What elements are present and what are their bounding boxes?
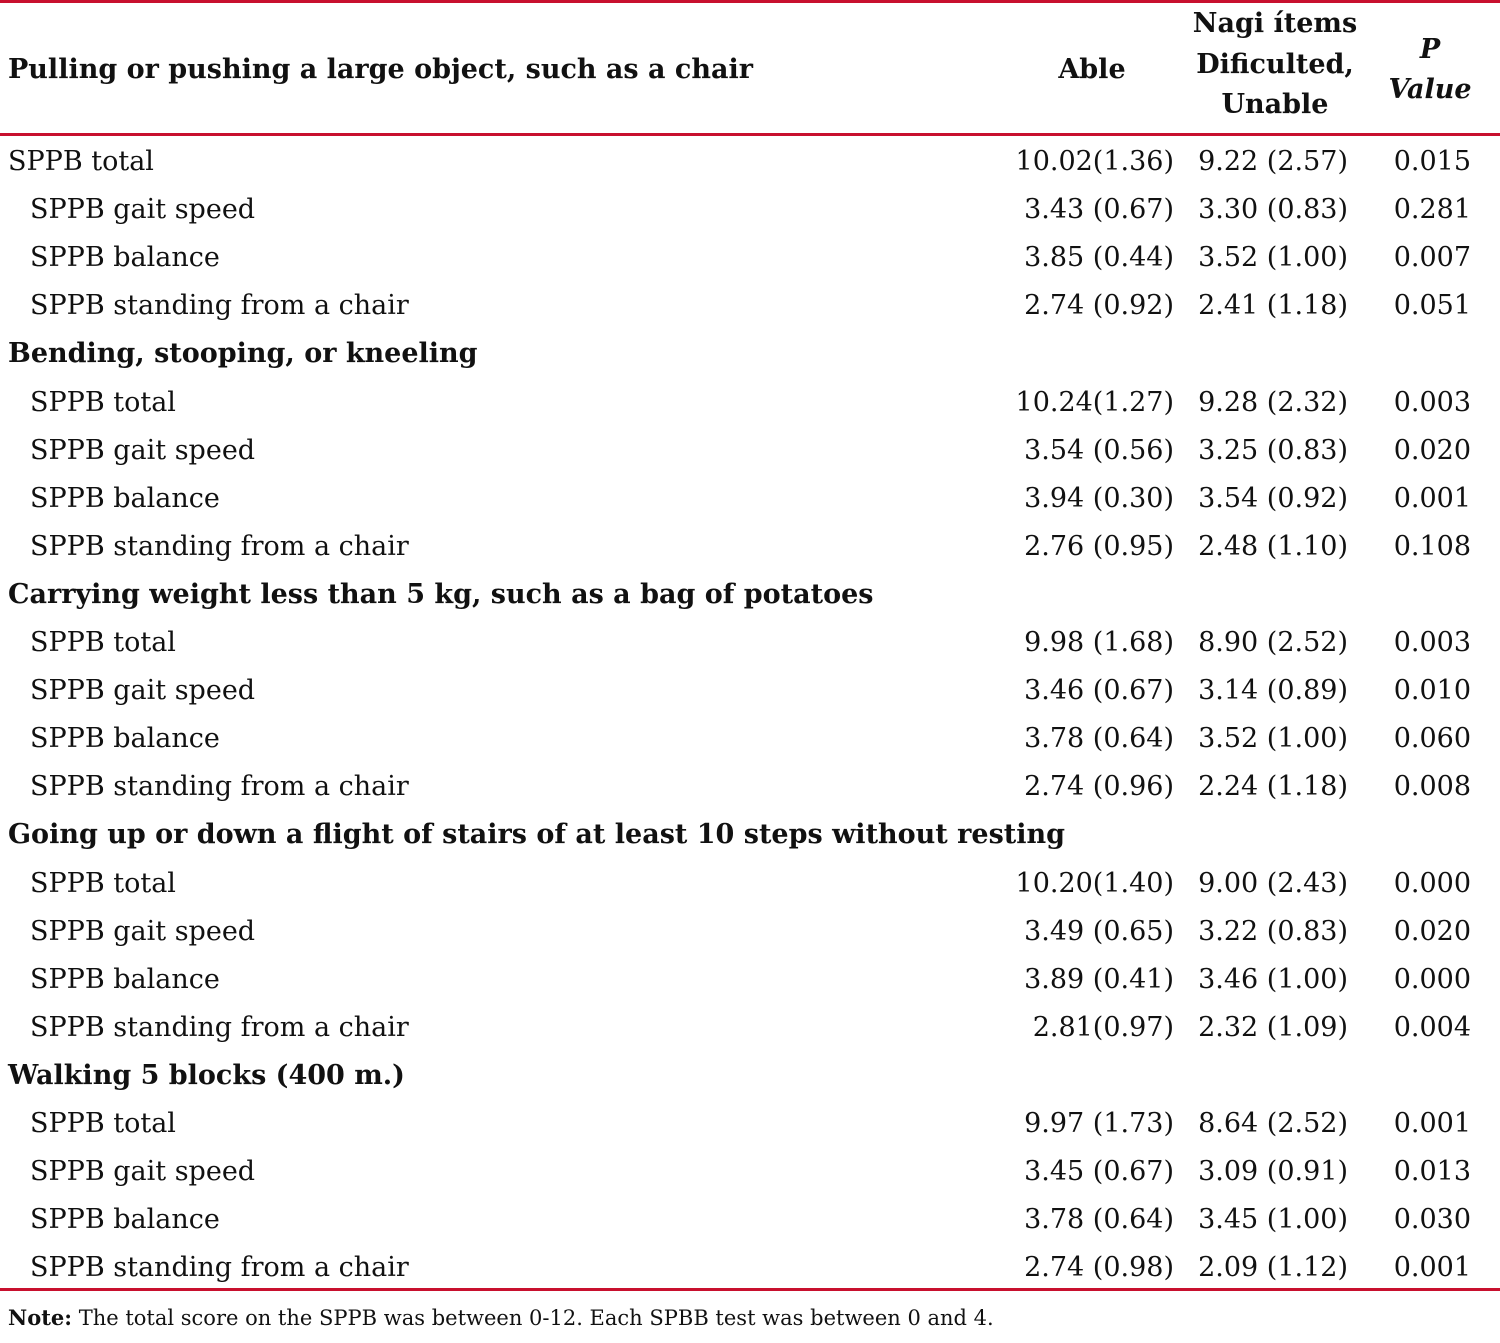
row-label: SPPB total bbox=[30, 387, 176, 418]
row-label: SPPB standing from a chair bbox=[30, 771, 409, 802]
cell-nagi: 2.41 (1.18) bbox=[1198, 290, 1348, 321]
cell-p-value: 0.007 bbox=[1393, 242, 1471, 273]
header-p-line1: P bbox=[1419, 34, 1441, 65]
cell-p-value: 0.020 bbox=[1393, 435, 1471, 466]
cell-p-value: 0.013 bbox=[1393, 1156, 1471, 1187]
cell-nagi: 3.14 (0.89) bbox=[1198, 675, 1348, 706]
cell-able: 9.98 (1.68) bbox=[1024, 627, 1174, 658]
table-bottom-rule bbox=[0, 1288, 1500, 1291]
cell-p-value: 0.003 bbox=[1393, 627, 1471, 658]
row-label: SPPB standing from a chair bbox=[30, 1012, 409, 1043]
cell-able: 3.89 (0.41) bbox=[1024, 964, 1174, 995]
cell-able: 2.81(0.97) bbox=[1032, 1012, 1174, 1043]
cell-able: 9.97 (1.73) bbox=[1024, 1108, 1174, 1139]
cell-p-value: 0.060 bbox=[1393, 723, 1471, 754]
cell-able: 2.76 (0.95) bbox=[1024, 531, 1174, 562]
header-nagi-line1: Nagi ítems bbox=[1192, 8, 1358, 39]
cell-able: 10.24(1.27) bbox=[1015, 387, 1174, 418]
row-label: SPPB total bbox=[30, 1108, 176, 1139]
cell-able: 10.02(1.36) bbox=[1015, 146, 1174, 177]
cell-able: 3.85 (0.44) bbox=[1024, 242, 1174, 273]
section-heading: Going up or down a flight of stairs of at least 10 steps without resting bbox=[8, 819, 1066, 850]
row-label: SPPB gait speed bbox=[30, 1156, 256, 1187]
row-label: SPPB balance bbox=[30, 1204, 220, 1235]
cell-p-value: 0.003 bbox=[1393, 387, 1471, 418]
row-label: SPPB total bbox=[30, 868, 176, 899]
cell-able: 2.74 (0.92) bbox=[1024, 290, 1174, 321]
cell-able: 2.74 (0.98) bbox=[1024, 1252, 1174, 1283]
cell-nagi: 2.32 (1.09) bbox=[1198, 1012, 1348, 1043]
header-nagi-line2: Dificulted, bbox=[1196, 49, 1354, 80]
cell-nagi: 3.09 (0.91) bbox=[1198, 1156, 1348, 1187]
row-label: SPPB total bbox=[8, 146, 154, 177]
row-label: SPPB gait speed bbox=[30, 435, 256, 466]
cell-able: 3.78 (0.64) bbox=[1024, 723, 1174, 754]
cell-p-value: 0.015 bbox=[1393, 146, 1471, 177]
cell-able: 2.74 (0.96) bbox=[1024, 771, 1174, 802]
row-label: SPPB standing from a chair bbox=[30, 290, 409, 321]
cell-nagi: 2.48 (1.10) bbox=[1198, 531, 1348, 562]
cell-able: 3.94 (0.30) bbox=[1024, 483, 1174, 514]
cell-p-value: 0.108 bbox=[1393, 531, 1471, 562]
cell-p-value: 0.000 bbox=[1393, 964, 1471, 995]
note-label: Note: bbox=[8, 1305, 73, 1330]
cell-nagi: 9.22 (2.57) bbox=[1198, 146, 1348, 177]
section-heading: Bending, stooping, or kneeling bbox=[8, 338, 478, 369]
header-bottom-rule bbox=[0, 133, 1500, 136]
table-top-rule bbox=[0, 0, 1500, 3]
cell-nagi: 9.28 (2.32) bbox=[1198, 387, 1348, 418]
row-label: SPPB balance bbox=[30, 723, 220, 754]
header-able: Able bbox=[1058, 54, 1126, 85]
cell-able: 3.78 (0.64) bbox=[1024, 1204, 1174, 1235]
row-label: SPPB standing from a chair bbox=[30, 1252, 409, 1283]
cell-p-value: 0.000 bbox=[1393, 868, 1471, 899]
cell-nagi: 3.54 (0.92) bbox=[1198, 483, 1348, 514]
cell-nagi: 3.45 (1.00) bbox=[1198, 1204, 1348, 1235]
row-label: SPPB balance bbox=[30, 242, 220, 273]
header-p-line2: Value bbox=[1388, 74, 1472, 105]
table-note bbox=[8, 1307, 994, 1329]
row-label: SPPB balance bbox=[30, 964, 220, 995]
cell-p-value: 0.051 bbox=[1393, 290, 1471, 321]
header-nagi-line3: Unable bbox=[1221, 89, 1329, 120]
cell-p-value: 0.001 bbox=[1393, 483, 1471, 514]
header-first-section: Pulling or pushing a large object, such as a chair bbox=[8, 54, 753, 85]
cell-able: 3.49 (0.65) bbox=[1024, 916, 1174, 947]
cell-able: 3.45 (0.67) bbox=[1024, 1156, 1174, 1187]
cell-nagi: 3.22 (0.83) bbox=[1198, 916, 1348, 947]
cell-able: 3.46 (0.67) bbox=[1024, 675, 1174, 706]
cell-nagi: 2.24 (1.18) bbox=[1198, 771, 1348, 802]
cell-p-value: 0.008 bbox=[1393, 771, 1471, 802]
cell-nagi: 3.30 (0.83) bbox=[1198, 194, 1348, 225]
row-label: SPPB gait speed bbox=[30, 194, 256, 225]
section-heading: Carrying weight less than 5 kg, such as a bag of potatoes bbox=[8, 579, 874, 610]
cell-nagi: 3.52 (1.00) bbox=[1198, 723, 1348, 754]
cell-nagi: 9.00 (2.43) bbox=[1198, 868, 1348, 899]
cell-p-value: 0.001 bbox=[1393, 1108, 1471, 1139]
cell-able: 10.20(1.40) bbox=[1015, 868, 1174, 899]
cell-nagi: 3.25 (0.83) bbox=[1198, 435, 1348, 466]
row-label: SPPB standing from a chair bbox=[30, 531, 409, 562]
cell-p-value: 0.010 bbox=[1393, 675, 1471, 706]
cell-p-value: 0.281 bbox=[1393, 194, 1471, 225]
cell-p-value: 0.001 bbox=[1393, 1252, 1471, 1283]
row-label: SPPB gait speed bbox=[30, 675, 256, 706]
cell-p-value: 0.004 bbox=[1393, 1012, 1471, 1043]
section-heading: Walking 5 blocks (400 m.) bbox=[8, 1060, 405, 1091]
note-text: The total score on the SPPB was between 0-12. Each SPBB test was between 0 and 4. bbox=[72, 1306, 994, 1330]
cell-p-value: 0.020 bbox=[1393, 916, 1471, 947]
cell-able: 3.43 (0.67) bbox=[1024, 194, 1174, 225]
cell-nagi: 2.09 (1.12) bbox=[1198, 1252, 1348, 1283]
row-label: SPPB total bbox=[30, 627, 176, 658]
row-label: SPPB gait speed bbox=[30, 916, 256, 947]
cell-p-value: 0.030 bbox=[1393, 1204, 1471, 1235]
cell-nagi: 8.90 (2.52) bbox=[1198, 627, 1348, 658]
row-label: SPPB balance bbox=[30, 483, 220, 514]
cell-nagi: 3.52 (1.00) bbox=[1198, 242, 1348, 273]
cell-nagi: 8.64 (2.52) bbox=[1198, 1108, 1348, 1139]
cell-nagi: 3.46 (1.00) bbox=[1198, 964, 1348, 995]
cell-able: 3.54 (0.56) bbox=[1024, 435, 1174, 466]
